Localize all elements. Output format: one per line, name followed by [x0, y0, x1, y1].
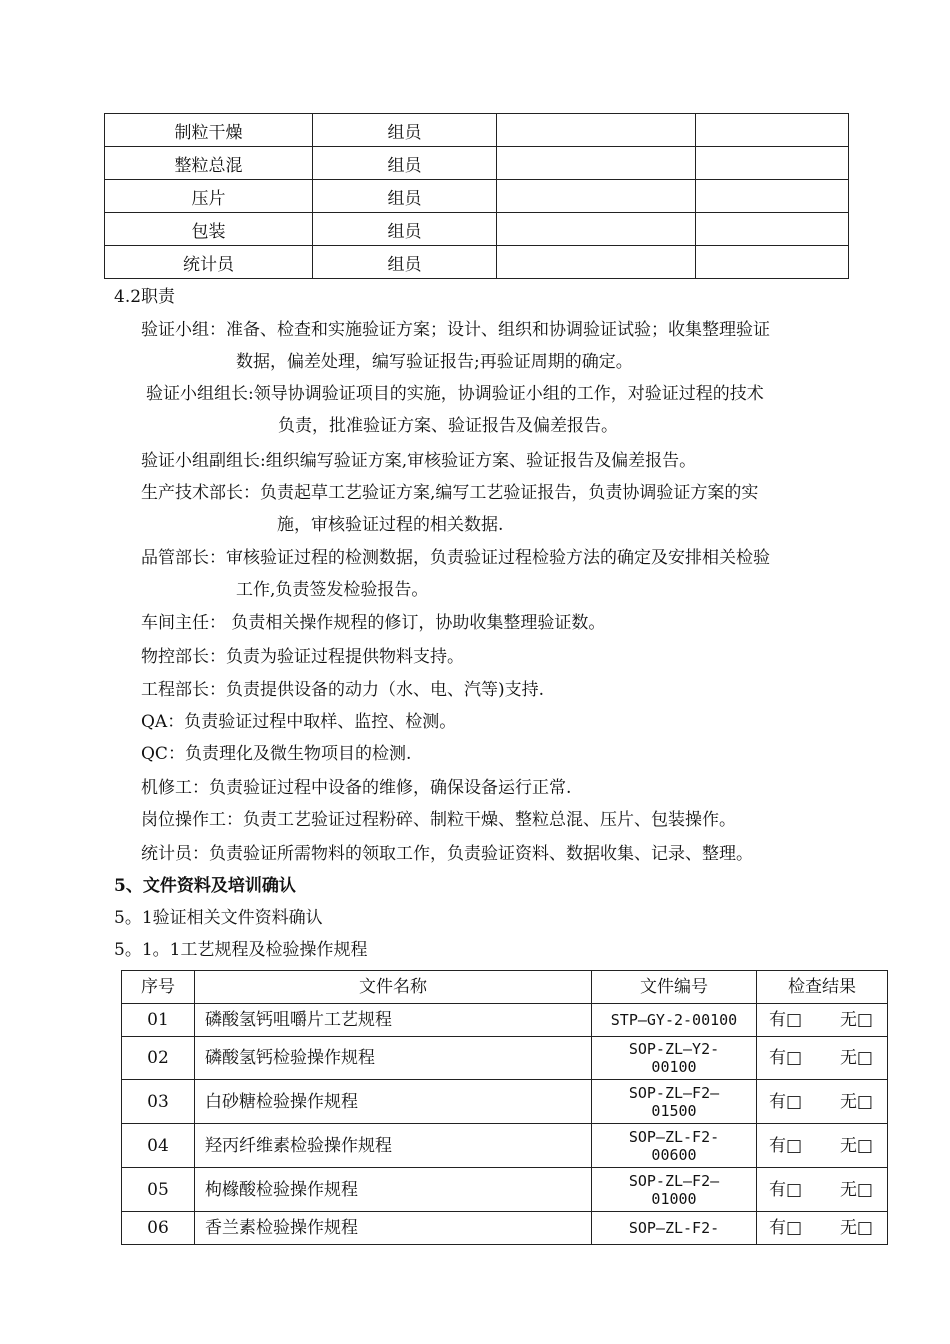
team-row: [105, 147, 849, 180]
empty-cell: [497, 147, 696, 180]
team-row: [105, 114, 849, 147]
column-header: 检查结果: [757, 971, 888, 1004]
area-cell: 制粒干燥: [105, 114, 313, 147]
column-header: 文件名称: [195, 971, 592, 1004]
none-checkbox[interactable]: 无□: [839, 1135, 873, 1156]
duty-line: 车间主任： 负责相关操作规程的修订，协助收集整理验证数。: [141, 613, 606, 633]
section-5-heading: 5、文件资料及培训确认: [114, 876, 296, 896]
document-name: 枸橼酸检验操作规程: [195, 1168, 592, 1212]
area-cell: 压片: [105, 180, 313, 213]
duty-line: 数据，偏差处理，编写验证报告;再验证周期的确定。: [236, 352, 633, 372]
check-result: [757, 1168, 888, 1212]
duty-line: 工程部长：负责提供设备的动力（水、电、汽等)支持.: [141, 680, 545, 700]
has-checkbox[interactable]: 有□: [769, 1218, 803, 1238]
empty-cell: [497, 213, 696, 246]
document-name: 羟丙纤维素检验操作规程: [195, 1124, 592, 1168]
duty-line: 生产技术部长：负责起草工艺验证方案,编写工艺验证报告，负责协调验证方案的实: [141, 483, 759, 503]
duty-line: 验证小组：准备、检查和实施验证方案；设计、组织和协调验证试验；收集整理验证: [141, 320, 770, 340]
document-code-line: SOP-ZL—Y2-: [628, 1040, 720, 1058]
none-checkbox[interactable]: 无□: [839, 1218, 873, 1238]
document-code: [592, 1212, 757, 1245]
role-cell: 组员: [313, 180, 497, 213]
document-row: [122, 1212, 888, 1245]
area-cell: 整粒总混: [105, 147, 313, 180]
document-code-line: 01000: [651, 1189, 697, 1208]
check-result: [757, 1080, 888, 1124]
empty-cell: [696, 180, 849, 213]
document-code-line: 00100: [651, 1058, 697, 1076]
section-5-1-1-heading: 5。1。1工艺规程及检验操作规程: [114, 940, 368, 960]
duty-line: 品管部长：审核验证过程的检测数据，负责验证过程检验方法的确定及安排相关检验: [141, 548, 770, 568]
team-row: [105, 213, 849, 246]
none-checkbox[interactable]: 无□: [839, 1048, 873, 1068]
document-code-line: 00600: [651, 1145, 697, 1164]
duty-line: QC：负责理化及微生物项目的检测.: [141, 744, 412, 764]
none-checkbox[interactable]: 无□: [839, 1091, 873, 1112]
document-code: [592, 1004, 757, 1037]
document-code: [592, 1037, 757, 1080]
area-cell: 统计员: [105, 246, 313, 279]
none-checkbox[interactable]: 无□: [839, 1179, 873, 1200]
document-row: [122, 1124, 888, 1168]
none-checkbox[interactable]: 无□: [839, 1010, 873, 1030]
has-checkbox[interactable]: 有□: [769, 1091, 803, 1112]
check-result: [757, 1037, 888, 1080]
row-number: 03: [122, 1080, 195, 1124]
role-cell: 组员: [313, 246, 497, 279]
check-result: [757, 1212, 888, 1245]
document-name: 磷酸氢钙咀嚼片工艺规程: [195, 1004, 592, 1037]
role-cell: 组员: [313, 147, 497, 180]
has-checkbox[interactable]: 有□: [769, 1135, 803, 1156]
row-number: 05: [122, 1168, 195, 1212]
row-number: 01: [122, 1004, 195, 1037]
duty-line: 负责，批准验证方案、验证报告及偏差报告。: [278, 416, 618, 436]
row-number: 06: [122, 1212, 195, 1245]
column-header: 文件编号: [592, 971, 757, 1004]
duty-line: 工作,负责签发检验报告。: [236, 580, 429, 600]
document-code-line: STP—GY-2-00100: [610, 1011, 738, 1029]
has-checkbox[interactable]: 有□: [769, 1179, 803, 1200]
row-number: 04: [122, 1124, 195, 1168]
team-table: [104, 113, 849, 279]
duty-line: 验证小组组长:领导协调验证项目的实施，协调验证小组的工作，对验证过程的技术: [146, 384, 764, 404]
empty-cell: [497, 246, 696, 279]
document-code: [592, 1080, 757, 1124]
document-code-line: SOP-ZL—F2—: [628, 1083, 720, 1102]
duty-line: 统计员：负责验证所需物料的领取工作，负责验证资料、数据收集、记录、整理。: [141, 844, 753, 864]
empty-cell: [497, 114, 696, 147]
check-result: [757, 1124, 888, 1168]
empty-cell: [497, 180, 696, 213]
duty-line: 岗位操作工：负责工艺验证过程粉碎、制粒干燥、整粒总混、压片、包装操作。: [141, 810, 736, 830]
empty-cell: [696, 147, 849, 180]
section-4-2-heading: 4.2职责: [114, 287, 176, 307]
check-result: [757, 1004, 888, 1037]
document-code-line: 01500: [651, 1101, 697, 1120]
document-row: [122, 1037, 888, 1080]
document-code-line: SOP—ZL-F2-: [628, 1127, 720, 1146]
team-row: [105, 180, 849, 213]
team-row: [105, 246, 849, 279]
area-cell: 包装: [105, 213, 313, 246]
has-checkbox[interactable]: 有□: [769, 1048, 803, 1068]
empty-cell: [696, 114, 849, 147]
section-5-1-heading: 5。1验证相关文件资料确认: [114, 908, 323, 928]
role-cell: 组员: [313, 114, 497, 147]
column-header: 序号: [122, 971, 195, 1004]
document-name: 磷酸氢钙检验操作规程: [195, 1037, 592, 1080]
document-code: [592, 1168, 757, 1212]
document-name: 白砂糖检验操作规程: [195, 1080, 592, 1124]
empty-cell: [696, 246, 849, 279]
document-row: [122, 1080, 888, 1124]
empty-cell: [696, 213, 849, 246]
row-number: 02: [122, 1037, 195, 1080]
documents-table: [121, 970, 888, 1245]
document-row: [122, 1004, 888, 1037]
duty-line: QA：负责验证过程中取样、监控、检测。: [141, 712, 457, 732]
document-row: [122, 1168, 888, 1212]
duty-line: 物控部长：负责为验证过程提供物料支持。: [141, 647, 464, 667]
document-code-line: SOP-ZL—F2—: [628, 1171, 720, 1190]
document-code: [592, 1124, 757, 1168]
duty-line: 机修工：负责验证过程中设备的维修，确保设备运行正常.: [141, 778, 572, 798]
duty-line: 施，审核验证过程的相关数据.: [277, 515, 504, 535]
documents-header-row: [122, 971, 888, 1004]
has-checkbox[interactable]: 有□: [769, 1010, 803, 1030]
document-code-line: SOP—ZL-F2-: [628, 1219, 720, 1237]
role-cell: 组员: [313, 213, 497, 246]
duty-line: 验证小组副组长:组织编写验证方案,审核验证方案、验证报告及偏差报告。: [141, 451, 697, 471]
document-name: 香兰素检验操作规程: [195, 1212, 592, 1245]
